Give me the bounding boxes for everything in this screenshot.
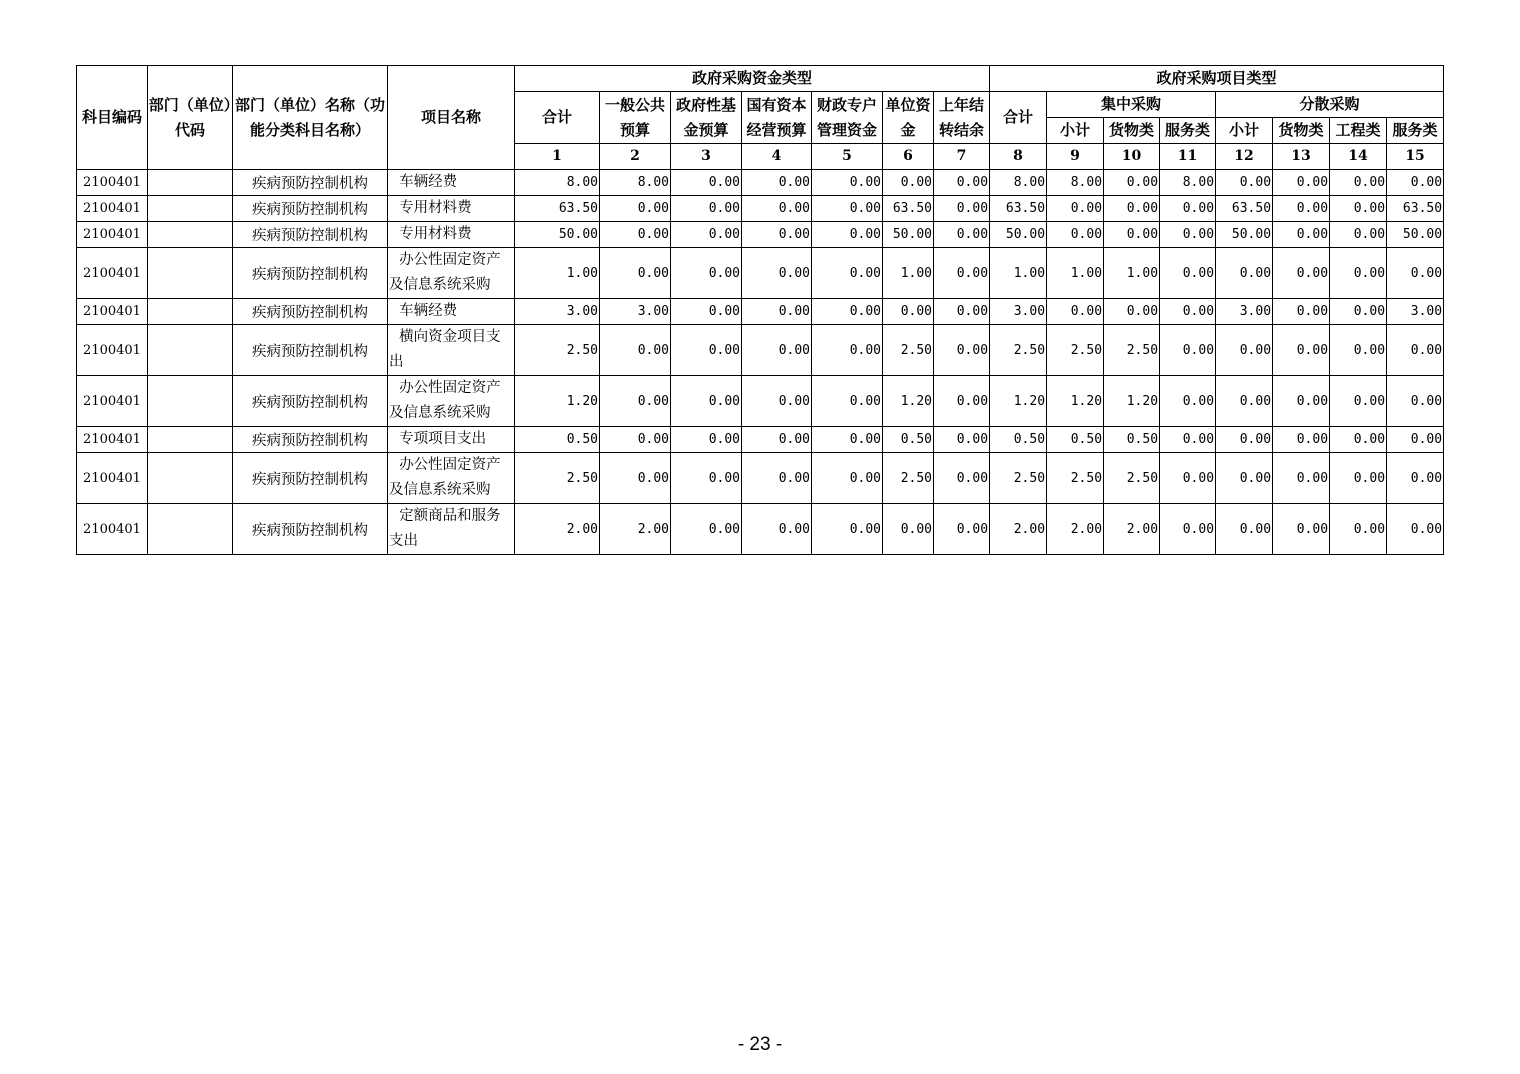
column-index-cell: 3	[671, 144, 742, 170]
amount-cell: 0.00	[742, 427, 812, 453]
page-number: - 23 -	[737, 1034, 783, 1055]
amount-cell: 2.00	[600, 504, 671, 555]
amount-cell: 0.50	[883, 427, 934, 453]
table-row	[77, 170, 1444, 196]
amount-cell: 0.00	[1273, 427, 1330, 453]
amount-cell: 2.50	[1047, 453, 1104, 504]
amount-cell: 0.00	[600, 222, 671, 248]
dept-code-cell	[148, 196, 233, 222]
amount-cell: 3.00	[1387, 299, 1444, 325]
amount-cell: 0.00	[812, 222, 883, 248]
column-index-cell: 4	[742, 144, 812, 170]
dept-name-cell: 疾病预防控制机构	[233, 504, 388, 555]
dept-code-cell	[148, 248, 233, 299]
project-name-text: 定额商品和服务支出	[389, 508, 501, 549]
table-row	[77, 504, 1444, 555]
amount-cell: 3.00	[990, 299, 1047, 325]
project-name-cell	[388, 299, 515, 325]
subject-code-cell: 2100401	[77, 170, 148, 196]
header-unit-fund: 单位资金	[883, 92, 934, 144]
amount-cell: 0.00	[1104, 222, 1160, 248]
project-name-text: 专项项目支出	[399, 431, 487, 447]
subject-code-cell: 2100401	[77, 376, 148, 427]
amount-cell: 0.00	[1273, 453, 1330, 504]
project-name-cell	[388, 427, 515, 453]
dept-name-cell: 疾病预防控制机构	[233, 196, 388, 222]
amount-cell: 0.00	[742, 453, 812, 504]
header-project-name: 项目名称	[388, 66, 515, 170]
amount-cell: 8.00	[1160, 170, 1216, 196]
amount-cell: 0.00	[1160, 196, 1216, 222]
header-central-services: 服务类	[1160, 118, 1216, 144]
project-name-text: 办公性固定资产及信息系统采购	[389, 380, 501, 421]
amount-cell: 1.00	[1104, 248, 1160, 299]
project-name-cell	[388, 170, 515, 196]
dept-name-cell: 疾病预防控制机构	[233, 222, 388, 248]
project-name-cell	[388, 248, 515, 299]
amount-cell: 0.00	[934, 376, 990, 427]
column-index-cell: 8	[990, 144, 1047, 170]
project-name-cell	[388, 325, 515, 376]
table-row	[77, 376, 1444, 427]
table-row	[77, 427, 1444, 453]
dept-name-cell: 疾病预防控制机构	[233, 299, 388, 325]
table-row	[77, 248, 1444, 299]
amount-cell: 0.00	[812, 427, 883, 453]
dept-code-cell	[148, 299, 233, 325]
amount-cell: 0.00	[812, 170, 883, 196]
column-index-cell: 11	[1160, 144, 1216, 170]
project-name-cell	[388, 453, 515, 504]
amount-cell: 50.00	[1387, 222, 1444, 248]
amount-cell: 2.50	[990, 325, 1047, 376]
amount-cell: 0.00	[1160, 453, 1216, 504]
amount-cell: 0.00	[1273, 170, 1330, 196]
amount-cell: 0.00	[883, 504, 934, 555]
amount-cell: 1.00	[1047, 248, 1104, 299]
procurement-budget-table	[76, 65, 1444, 555]
amount-cell: 0.00	[1216, 248, 1273, 299]
amount-cell: 0.00	[1047, 299, 1104, 325]
amount-cell: 0.00	[934, 325, 990, 376]
amount-cell: 0.00	[600, 427, 671, 453]
amount-cell: 0.00	[1330, 170, 1387, 196]
amount-cell: 0.00	[1330, 376, 1387, 427]
project-name-text: 办公性固定资产及信息系统采购	[389, 252, 501, 293]
dept-code-cell	[148, 222, 233, 248]
amount-cell: 1.00	[515, 248, 600, 299]
amount-cell: 0.00	[1160, 427, 1216, 453]
amount-cell: 0.00	[671, 196, 742, 222]
header-item-type-group: 政府采购项目类型	[990, 66, 1444, 92]
header-central-goods: 货物类	[1104, 118, 1160, 144]
column-index-cell: 13	[1273, 144, 1330, 170]
header-central-purchase: 集中采购	[1047, 92, 1216, 118]
column-index-cell: 9	[1047, 144, 1104, 170]
table-row	[77, 222, 1444, 248]
header-fiscal-special: 财政专户管理资金	[812, 92, 883, 144]
amount-cell: 1.20	[515, 376, 600, 427]
dept-code-cell	[148, 453, 233, 504]
amount-cell: 0.00	[883, 299, 934, 325]
amount-cell: 3.00	[1216, 299, 1273, 325]
amount-cell: 0.00	[671, 453, 742, 504]
amount-cell: 0.00	[1330, 325, 1387, 376]
amount-cell: 0.00	[1330, 248, 1387, 299]
project-name-text: 办公性固定资产及信息系统采购	[389, 457, 501, 498]
amount-cell: 3.00	[600, 299, 671, 325]
subject-code-cell: 2100401	[77, 504, 148, 555]
header-general-budget: 一般公共预算	[600, 92, 671, 144]
amount-cell: 1.20	[883, 376, 934, 427]
amount-cell: 1.20	[1104, 376, 1160, 427]
dept-name-cell: 疾病预防控制机构	[233, 170, 388, 196]
header-item-total: 合计	[990, 92, 1047, 144]
amount-cell: 0.00	[1273, 196, 1330, 222]
amount-cell: 0.00	[671, 222, 742, 248]
amount-cell: 0.00	[1387, 504, 1444, 555]
amount-cell: 0.00	[600, 325, 671, 376]
column-index-cell: 6	[883, 144, 934, 170]
project-name-text: 车辆经费	[399, 303, 458, 319]
column-index-cell: 1	[515, 144, 600, 170]
amount-cell: 0.00	[671, 170, 742, 196]
amount-cell: 0.00	[1216, 453, 1273, 504]
amount-cell: 0.00	[1273, 504, 1330, 555]
amount-cell: 0.00	[1047, 222, 1104, 248]
amount-cell: 63.50	[1387, 196, 1444, 222]
amount-cell: 0.00	[812, 196, 883, 222]
amount-cell: 0.00	[1387, 376, 1444, 427]
dept-name-cell: 疾病预防控制机构	[233, 427, 388, 453]
amount-cell: 0.00	[742, 196, 812, 222]
header-dept-name: 部门（单位）名称（功能分类科目名称）	[233, 66, 388, 170]
amount-cell: 2.50	[515, 325, 600, 376]
header-central-subtotal: 小计	[1047, 118, 1104, 144]
amount-cell: 0.00	[1387, 248, 1444, 299]
column-index-cell: 5	[812, 144, 883, 170]
amount-cell: 0.00	[812, 325, 883, 376]
header-fund-type-group: 政府采购资金类型	[515, 66, 990, 92]
dept-name-cell: 疾病预防控制机构	[233, 325, 388, 376]
amount-cell: 0.00	[742, 325, 812, 376]
amount-cell: 0.00	[671, 427, 742, 453]
amount-cell: 0.00	[934, 427, 990, 453]
amount-cell: 0.00	[1273, 248, 1330, 299]
amount-cell: 0.00	[934, 222, 990, 248]
amount-cell: 2.50	[1047, 325, 1104, 376]
column-index-cell: 10	[1104, 144, 1160, 170]
amount-cell: 0.00	[1387, 170, 1444, 196]
amount-cell: 0.00	[742, 299, 812, 325]
project-name-cell	[388, 376, 515, 427]
amount-cell: 0.00	[742, 170, 812, 196]
header-fund-total: 合计	[515, 92, 600, 144]
amount-cell: 0.00	[934, 453, 990, 504]
header-dept-code: 部门（单位）代码	[148, 66, 233, 170]
amount-cell: 50.00	[990, 222, 1047, 248]
header-state-capital: 国有资本经营预算	[742, 92, 812, 144]
amount-cell: 0.00	[1216, 170, 1273, 196]
amount-cell: 0.00	[671, 504, 742, 555]
amount-cell: 0.00	[1387, 453, 1444, 504]
amount-cell: 2.50	[1104, 325, 1160, 376]
amount-cell: 0.00	[934, 196, 990, 222]
dept-code-cell	[148, 504, 233, 555]
amount-cell: 0.00	[600, 248, 671, 299]
dept-code-cell	[148, 170, 233, 196]
amount-cell: 2.00	[1047, 504, 1104, 555]
column-index-cell: 14	[1330, 144, 1387, 170]
amount-cell: 0.00	[1160, 376, 1216, 427]
amount-cell: 0.00	[742, 222, 812, 248]
amount-cell: 63.50	[515, 196, 600, 222]
amount-cell: 2.00	[1104, 504, 1160, 555]
amount-cell: 1.20	[990, 376, 1047, 427]
amount-cell: 0.00	[600, 376, 671, 427]
amount-cell: 0.00	[812, 504, 883, 555]
header-subject-code: 科目编码	[77, 66, 148, 170]
amount-cell: 3.00	[515, 299, 600, 325]
amount-cell: 0.00	[742, 248, 812, 299]
amount-cell: 50.00	[515, 222, 600, 248]
amount-cell: 0.00	[1330, 222, 1387, 248]
amount-cell: 0.00	[1104, 299, 1160, 325]
amount-cell: 0.00	[1273, 222, 1330, 248]
amount-cell: 2.50	[515, 453, 600, 504]
amount-cell: 0.00	[812, 248, 883, 299]
amount-cell: 0.00	[1273, 299, 1330, 325]
table-body	[77, 170, 1444, 555]
subject-code-cell: 2100401	[77, 325, 148, 376]
amount-cell: 0.00	[1160, 325, 1216, 376]
project-name-cell	[388, 222, 515, 248]
amount-cell: 2.00	[990, 504, 1047, 555]
project-name-text: 横向资金项目支出	[389, 329, 501, 370]
dept-code-cell	[148, 427, 233, 453]
table-row	[77, 453, 1444, 504]
amount-cell: 0.50	[515, 427, 600, 453]
amount-cell: 0.00	[812, 453, 883, 504]
dept-name-cell: 疾病预防控制机构	[233, 453, 388, 504]
amount-cell: 0.00	[671, 376, 742, 427]
amount-cell: 0.00	[600, 453, 671, 504]
amount-cell: 0.00	[1216, 427, 1273, 453]
amount-cell: 0.00	[1330, 427, 1387, 453]
amount-cell: 0.00	[671, 248, 742, 299]
amount-cell: 8.00	[515, 170, 600, 196]
amount-cell: 1.20	[1047, 376, 1104, 427]
amount-cell: 2.00	[515, 504, 600, 555]
header-dispersed-goods: 货物类	[1273, 118, 1330, 144]
project-name-text: 车辆经费	[399, 174, 458, 190]
amount-cell: 0.00	[1104, 196, 1160, 222]
amount-cell: 0.00	[1330, 453, 1387, 504]
amount-cell: 8.00	[600, 170, 671, 196]
amount-cell: 50.00	[883, 222, 934, 248]
table-row	[77, 325, 1444, 376]
table-row	[77, 299, 1444, 325]
amount-cell: 0.00	[1330, 299, 1387, 325]
project-name-text: 专用材料费	[399, 226, 472, 242]
amount-cell: 0.00	[1216, 504, 1273, 555]
amount-cell: 2.50	[1104, 453, 1160, 504]
project-name-cell	[388, 504, 515, 555]
amount-cell: 8.00	[990, 170, 1047, 196]
amount-cell: 2.50	[883, 453, 934, 504]
amount-cell: 0.00	[1216, 325, 1273, 376]
amount-cell: 0.00	[1273, 325, 1330, 376]
dept-code-cell	[148, 376, 233, 427]
dept-name-cell: 疾病预防控制机构	[233, 376, 388, 427]
header-dispersed-subtotal: 小计	[1216, 118, 1273, 144]
column-index-cell: 7	[934, 144, 990, 170]
column-index-cell: 2	[600, 144, 671, 170]
amount-cell: 0.00	[1160, 504, 1216, 555]
amount-cell: 1.00	[883, 248, 934, 299]
dept-code-cell	[148, 325, 233, 376]
amount-cell: 0.00	[1047, 196, 1104, 222]
subject-code-cell: 2100401	[77, 427, 148, 453]
amount-cell: 0.00	[671, 299, 742, 325]
amount-cell: 0.50	[1047, 427, 1104, 453]
amount-cell: 0.00	[812, 376, 883, 427]
amount-cell: 0.50	[990, 427, 1047, 453]
amount-cell: 0.00	[742, 504, 812, 555]
amount-cell: 8.00	[1047, 170, 1104, 196]
header-gov-fund-budget: 政府性基金预算	[671, 92, 742, 144]
amount-cell: 63.50	[1216, 196, 1273, 222]
amount-cell: 1.00	[990, 248, 1047, 299]
amount-cell: 50.00	[1216, 222, 1273, 248]
amount-cell: 0.00	[742, 376, 812, 427]
amount-cell: 0.50	[1104, 427, 1160, 453]
amount-cell: 0.00	[883, 170, 934, 196]
amount-cell: 0.00	[1330, 504, 1387, 555]
amount-cell: 0.00	[1104, 170, 1160, 196]
project-name-cell	[388, 196, 515, 222]
header-dispersed-services: 服务类	[1387, 118, 1444, 144]
amount-cell: 0.00	[934, 299, 990, 325]
amount-cell: 2.50	[883, 325, 934, 376]
amount-cell: 0.00	[812, 299, 883, 325]
column-index-cell: 12	[1216, 144, 1273, 170]
subject-code-cell: 2100401	[77, 196, 148, 222]
amount-cell: 0.00	[1387, 325, 1444, 376]
table-row	[77, 196, 1444, 222]
amount-cell: 0.00	[1160, 299, 1216, 325]
amount-cell: 63.50	[883, 196, 934, 222]
amount-cell: 2.50	[990, 453, 1047, 504]
amount-cell: 0.00	[1160, 248, 1216, 299]
header-dispersed-engineering: 工程类	[1330, 118, 1387, 144]
subject-code-cell: 2100401	[77, 222, 148, 248]
column-index-cell: 15	[1387, 144, 1444, 170]
subject-code-cell: 2100401	[77, 248, 148, 299]
dept-name-cell: 疾病预防控制机构	[233, 248, 388, 299]
amount-cell: 0.00	[934, 170, 990, 196]
procurement-table-container	[76, 65, 1444, 555]
amount-cell: 0.00	[1387, 427, 1444, 453]
project-name-text: 专用材料费	[399, 200, 472, 216]
amount-cell: 0.00	[1273, 376, 1330, 427]
header-carryover: 上年结转结余	[934, 92, 990, 144]
header-dispersed-purchase: 分散采购	[1216, 92, 1444, 118]
amount-cell: 0.00	[1160, 222, 1216, 248]
subject-code-cell: 2100401	[77, 453, 148, 504]
amount-cell: 0.00	[600, 196, 671, 222]
amount-cell: 0.00	[1330, 196, 1387, 222]
subject-code-cell: 2100401	[77, 299, 148, 325]
amount-cell: 63.50	[990, 196, 1047, 222]
amount-cell: 0.00	[934, 504, 990, 555]
amount-cell: 0.00	[934, 248, 990, 299]
amount-cell: 0.00	[671, 325, 742, 376]
amount-cell: 0.00	[1216, 376, 1273, 427]
